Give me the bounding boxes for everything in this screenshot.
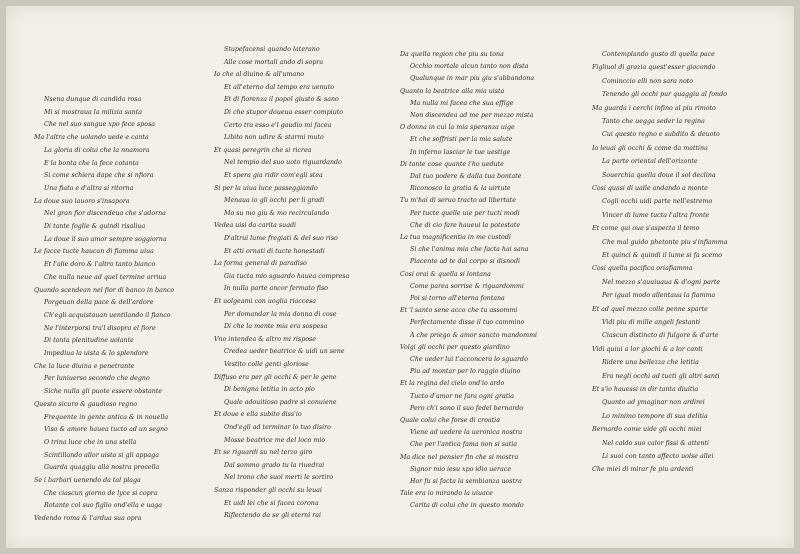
verse-line: Per domandar la mia donna di cose	[224, 310, 337, 318]
verse-line: Souerchia quella doue il sol declina	[602, 171, 716, 179]
verse-line: Che miei di mirar fe piu ardenti	[592, 466, 694, 474]
verse-line: Et che soffristi per la mia salute	[410, 136, 513, 144]
verse-line: Era negli occhi ad tucti gli altri santi	[602, 372, 720, 380]
verse-line: Quanto la beatrice alla mia uista	[400, 87, 505, 95]
verse-line: Et all'eterno dal tempo era uenuto	[224, 83, 335, 91]
verse-line: Ne l'interporsi tra'l disopra el fiore	[44, 324, 156, 332]
verse-line: Tanto che uegga seder la regina	[602, 118, 705, 125]
verse-line: Ma nulla mi facea che sua effige	[410, 99, 514, 107]
verse-line: Volgi gli occhi per questo giardino	[400, 343, 510, 351]
verse-line: O trina luce che in una stella	[44, 438, 137, 446]
verse-line: Quale colui che forse di croatia	[400, 417, 500, 424]
verse-line: Ond'egli ad terminar lo tuo disiro	[224, 424, 331, 431]
verse-line: Et s'io hauessi in dir tanta diuitia	[592, 386, 699, 393]
verse-line: Qualunque in mar piu giu s'abbandona	[410, 75, 535, 83]
verse-line: Bernardo come uide gli occhi miei	[592, 426, 702, 434]
verse-line: Che mal guido phetonte piu s'infiamma	[602, 238, 728, 246]
verse-line: D'altrui lume fregiati & del suo riso	[224, 235, 338, 242]
verse-line: Scintillando allor uista si gli appaga	[44, 451, 159, 459]
verse-line: Libito non udire & starmi muto	[224, 134, 324, 142]
verse-line: Si che l'anima mia che facta hai sana	[410, 246, 529, 254]
verse-line: Ch'egli acquistauan uentilando il fianco	[44, 311, 171, 319]
verse-line: Per igual modo allentaua la fiamma	[602, 292, 716, 300]
verse-line: Tale era io mirando la uiuace	[400, 490, 494, 498]
verse-line: Impediua la uista & lo splendore	[44, 350, 149, 357]
verse-line: Sanza risponder gli occhi su leuai	[214, 487, 322, 494]
verse-line: Cosi orai & quella si lontana	[400, 270, 491, 278]
verse-line: Et uidi lei che si facea corona	[224, 499, 319, 507]
verse-line: Viene ad uedere la ueronica nostra	[410, 429, 523, 437]
verse-line: Mo su mo giu & mo recirculando	[224, 209, 330, 217]
verse-line: Gia tucta mio sguardo hauea compresa	[224, 272, 350, 280]
verse-line: Frequente in gente antica & in nouella	[44, 413, 169, 421]
verse-line: Piu ad montar per lo raggio diuino	[410, 368, 521, 376]
verse-line: Perfectamente disse il tuo cammino	[410, 319, 525, 327]
verse-line: Vincer di lume tucta l'altra fronte	[602, 211, 710, 219]
verse-line: Come parea sorrise & riguardommi	[410, 282, 524, 290]
verse-line: Alle cose mortali ando di sopra	[224, 58, 324, 66]
verse-line: Et ad quel mezzo colle penne sparte	[592, 305, 708, 313]
verse-line: Di tante foglie & quindi risaliua	[44, 223, 146, 230]
verse-line: Et di fiorenza il popol giusto & sano	[224, 96, 339, 104]
verse-line: Cosi quella pacifica oriafiamma	[592, 265, 693, 273]
verse-line: Et quinci & quindi il lume si fa scemo	[602, 252, 723, 259]
verse-line: Riconosco la gratia & la uirtute	[410, 185, 511, 193]
verse-line: La parte oriental dell'orizonte	[602, 158, 698, 166]
verse-line: Di che stupor doueua esser compiuto	[224, 109, 344, 116]
verse-line: Et uolgeami con uoglia riaccesa	[214, 298, 317, 305]
verse-line: Tenendo gli occhi pur quaggiu al fondo	[602, 91, 727, 99]
verse-line: Rotante col suo figlio ond'ella e uaga	[44, 502, 163, 510]
verse-line: E la bonta che la fece cotanta	[44, 159, 139, 167]
verse-line: Et la regina del cielo ond'io ardo	[400, 380, 505, 388]
verse-line: Figliuol di grazia quest'esser giocondo	[592, 64, 716, 72]
verse-line: La gloria di colui che la nnamora	[44, 146, 150, 154]
verse-line: Nel caldo suo calor fissi & attenti	[602, 439, 709, 447]
verse-line: Cosi quasi di ualle andando a monte	[592, 185, 708, 192]
verse-line: Vestito colle genti gloriose	[224, 361, 309, 368]
verse-line: Et quasi peregrin che si ricrea	[214, 146, 312, 154]
verse-line: Mi si mostraua la milizia santa	[44, 108, 143, 116]
verse-line: Tu m'hai di seruo tracto ad libertate	[400, 197, 516, 205]
verse-line: Da quella region che piu su tona	[400, 51, 504, 58]
verse-line: Credea ueder beatrice & uidi un sene	[224, 348, 345, 356]
verse-line: Non discendea ad me per mezzo mista	[410, 112, 534, 119]
verse-line: Et spera gia ridir com'egli stea	[224, 172, 323, 179]
verse-line: Cui questo regno e subdito & deuoto	[602, 131, 720, 139]
verse-line: Stupefacensi quando laterano	[224, 46, 320, 53]
verse-line: In nulla parte ancor fermato fiso	[224, 285, 328, 293]
verse-line: Nsena dunque di candida rosa	[44, 96, 142, 103]
verse-line: Et l'alie doro & l'altro tanto bianco	[44, 261, 156, 269]
verse-line: Quando scendean nel fior di banco in banco	[34, 286, 175, 294]
verse-line: Di che la mente mia era sospesa	[224, 323, 328, 331]
verse-line: Questo sicuro & gaudioso regno	[34, 400, 138, 408]
verse-line: Pero ch'i sono il suo fedel bernardo	[410, 404, 524, 412]
verse-line: Guarda quaggiu alla nostra procella	[44, 464, 160, 472]
verse-line: Che di cio fare haueui la potestate	[410, 221, 521, 229]
verse-line: Nel trono che suoi merti le sortiro	[224, 474, 334, 482]
verse-line: Vidi quiui a lor giochi & a lor canti	[592, 345, 703, 353]
verse-line: In inferno lasciar le tue uestige	[410, 148, 511, 156]
verse-line: Vedea uisi da carita suadi	[214, 222, 296, 230]
verse-line: Quale adouitioso padre si conuiene	[224, 398, 337, 406]
verse-line: Porgeuan della pace & dell'ardore	[44, 299, 154, 307]
verse-line: Le facce tucte haucan di fiamma uiua	[34, 248, 154, 256]
verse-line: La doue suo lauoro s'insapora	[34, 197, 130, 205]
verse-line: Et atti ornati di tucte honestadi	[224, 247, 325, 255]
verse-line: Se i barbari uenendo da tal plaga	[34, 477, 141, 484]
verse-line: Si come schiera dape che si nfiora	[44, 172, 154, 180]
verse-line: Mosse beatrice me del loco mio	[224, 436, 326, 444]
verse-line: Vidi piu di mille angeli festanti	[602, 319, 701, 326]
verse-line: La doue il suo amor sempre soggiorna	[44, 235, 167, 243]
verse-line: Io che al diuino & all'umano	[214, 71, 305, 79]
verse-line: Quanto ad ymaginar non ardirei	[602, 399, 705, 407]
verse-line: Cominccio elli non sara noto	[602, 77, 694, 85]
verse-line: Vno intendea & altro mi rispose	[214, 335, 317, 343]
verse-line: Li suoi con tanto affecto uolse allei	[602, 453, 714, 460]
verse-line: Che la luce diuina e penetrante	[34, 362, 135, 370]
verse-line: Vedendo roma & l'ardua sua opra	[34, 515, 142, 523]
verse-line: Occhio mortale alcun tanto non dista	[410, 63, 529, 71]
verse-line: Che ciascun giorno de lyce si copra	[44, 489, 158, 497]
verse-line: Dal sommo grado tu la riuedrai	[224, 461, 325, 469]
verse-line: Riflectendo da se gli eterni rai	[224, 512, 321, 520]
verse-line: Piacente ad te dal corpo si disnodi	[410, 258, 520, 266]
verse-line: Che per l'antica fama non si satia	[410, 441, 517, 449]
verse-line: Ridere una bellezza che letitia	[602, 359, 699, 367]
verse-line: Cogli occhi uidi parte nell'estremo	[602, 198, 713, 206]
verse-line: Io leuai gli occhi & come da mattina	[592, 144, 708, 152]
verse-line: A che priego & amor sancto mandommi	[410, 331, 538, 339]
verse-line: Siche nulla gli puote essere obstante	[44, 388, 163, 396]
verse-line: Hor fu si facta la sembianza uostra	[410, 478, 522, 485]
verse-line: Lo minimo tempore di sua delitia	[602, 412, 708, 420]
verse-line: Certo tra esso e'l gaudio mi facea	[224, 121, 332, 129]
verse-line: La forma general di paradiso	[214, 260, 307, 268]
verse-line: Per tucte quelle uie per tucti modi	[410, 209, 520, 217]
verse-line: Et doue e ella subito diss'io	[214, 411, 302, 419]
verse-line: Nel gran fior discendeua che s'adorna	[44, 210, 166, 218]
verse-line: Et come qui oue s'aspecta il temo	[592, 225, 700, 233]
verse-line: Carita di colui che in questo mondo	[410, 502, 524, 510]
verse-line: Ma guarda i cerchi infino al piu rimoto	[592, 104, 716, 112]
manuscript-page	[6, 6, 794, 548]
verse-line: Si per la uiua luce passeggiando	[214, 184, 318, 192]
verse-line: Menaua io gli occhi per li gradi	[224, 197, 325, 205]
verse-line: Per luniuerso secondo che degno	[44, 375, 150, 383]
verse-line: Viso & amore hauea tucto ad un segno	[44, 426, 168, 434]
verse-line: Et 'l santo sene acco che tu assommi	[400, 307, 518, 315]
verse-line: Ma l'altra che uolando uede e canta	[34, 134, 149, 142]
verse-line: Di benigna letitia in acto pio	[224, 386, 315, 394]
verse-line: La tua magnificentia in me custodi	[400, 234, 511, 241]
verse-line: Tucto d'amor ne fara ogni gratia	[410, 392, 515, 400]
verse-line: Che nulla neue ad quel termine arriua	[44, 273, 167, 281]
verse-line: Di tanta plenitudine uolante	[44, 337, 134, 345]
verse-line: Nel tempio del suo uoto riguardando	[224, 159, 342, 167]
verse-line: Dal tuo podere & dalla tua bontate	[410, 173, 522, 180]
verse-line: Una fiata e d'altra si ritorna	[44, 184, 134, 192]
verse-line: Ma dice nel pensier fin che si mostra	[400, 453, 519, 461]
verse-line: Di tante cose quante i'ho uedute	[400, 160, 504, 168]
verse-line: Contemplando gusto di quella pace	[602, 51, 715, 58]
verse-line: Signor mio iesu xpo idio uerace	[410, 465, 512, 473]
verse-line: Diffuso era per gli occhi & per le gene	[214, 373, 337, 381]
verse-line: O donna in cui la mia speranza uige	[400, 124, 515, 132]
verse-line: Che nel suo sangue xpo fece sposa	[44, 121, 156, 129]
verse-line: Ciascun distincto di fulgore & d'arte	[602, 332, 719, 340]
verse-line: Nel mezzo s'auuiuaua & d'ogni parte	[602, 278, 721, 286]
verse-line: Che ueder lui t'acconcera lo sguardo	[410, 356, 528, 363]
verse-line: Poi si torno all'eterna fontana	[410, 295, 505, 302]
verse-line: Et se riguardi su nel terzo giro	[214, 449, 313, 457]
